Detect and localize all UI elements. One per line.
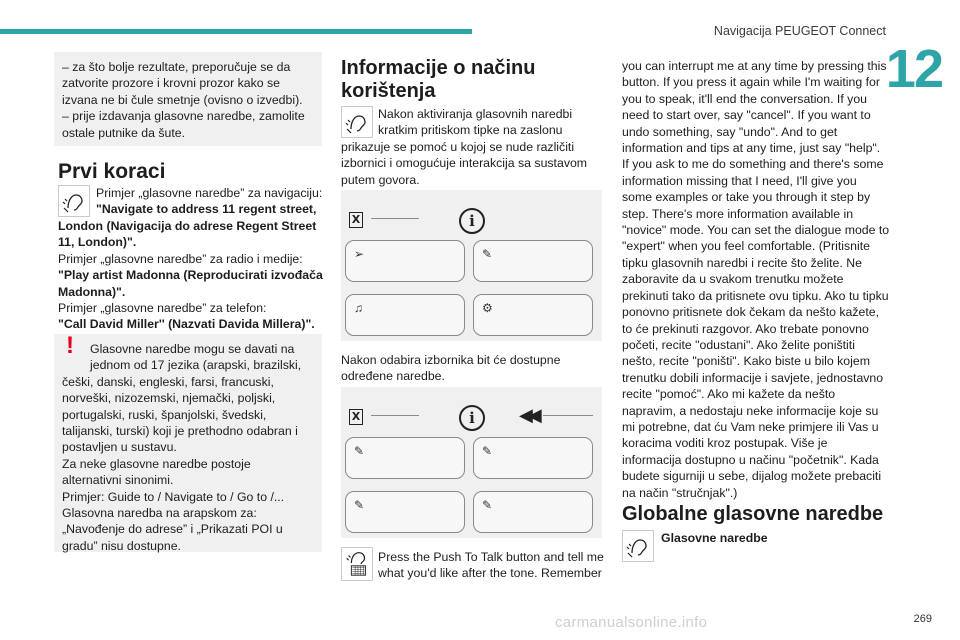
instruction-line: If you ask to me do something and there's some	[622, 157, 884, 172]
instruction-line: you can interrupt me at any time by pressing this	[622, 59, 887, 73]
push-to-talk-icon	[341, 547, 373, 581]
info-icon: i	[459, 405, 485, 431]
instruction-line: napravim, a nedostaju neke informacije koje su	[622, 403, 879, 418]
intro-line: prikazuje se pomoć u kojoj se nude različiti	[341, 140, 575, 154]
tile-edge	[371, 218, 419, 219]
intro-first-lines	[378, 106, 604, 139]
note-line: Glasovna naredba na arapskom za:	[62, 506, 257, 521]
voice-command-icon	[58, 185, 90, 217]
tips-line: – prije izdavanja glasovne naredbe, zamolite	[62, 109, 305, 124]
example-line: London (Navigacija do adrese Regent Street	[58, 219, 317, 233]
page-number: 269	[913, 613, 932, 625]
menu-tile-media	[345, 294, 465, 336]
tips-box	[54, 52, 322, 146]
note-line: Za neke glasovne naredbe postoje	[62, 456, 251, 471]
pencil-icon: ✎	[482, 247, 493, 261]
caption-line: Nakon odabira izbornika bit će dostupne	[341, 353, 561, 367]
warning-exclamation-icon: !	[66, 332, 74, 359]
caption-block	[341, 352, 606, 385]
example-line: Madonna)".	[58, 284, 126, 299]
intro-block	[341, 139, 606, 188]
instruction-line: undo something, say "undo". And to get	[622, 124, 838, 139]
navigation-arrow-icon: ➢	[354, 247, 365, 261]
instruction-line: information and tips at any time, just say "help".	[622, 141, 881, 156]
instruction-line: need to start over, say "cancel". If you want to	[622, 108, 871, 123]
example-line: "Play artist Madonna (Reproducirati izvođača	[58, 268, 323, 283]
tips-line: izvana ne bi čule smetnje (ovisno o izvedbi).	[62, 92, 303, 107]
menu-tile-navigation	[345, 240, 465, 282]
instruction-line: to će prekinuti razgovor. Ako trebate ponovno	[622, 321, 869, 336]
command-tile	[473, 437, 593, 479]
note-line: „Navođenje do adrese” i „Prikazati POI u	[62, 522, 283, 537]
instruction-line: budete sigurniji u sebe, dijalog možete prebaciti	[622, 469, 882, 484]
watermark: carmanualsonline.info	[555, 614, 708, 631]
instruction-line: some examples or take you through it step by	[622, 190, 871, 205]
intro-line: Nakon aktiviranja glasovnih naredbi	[378, 107, 573, 121]
pencil-icon: ✎	[482, 444, 493, 458]
instruction-line: na način "stručnjak".)	[622, 485, 738, 500]
command-tile	[345, 491, 465, 533]
music-note-icon: ♫	[354, 301, 363, 315]
note-line: Glasovne naredbe mogu se davati na	[90, 342, 295, 356]
back-icon: ◀◀	[519, 405, 537, 425]
instruction-line: "expert" when you feel comfortable. (Pritisnite	[622, 239, 870, 254]
header-accent-bar	[0, 29, 472, 34]
example-line: 11, London)".	[58, 235, 137, 250]
note-line: norveški, nizozemski, njemački, poljski,	[62, 391, 276, 406]
instruction-line: step. There's more information available in	[622, 206, 854, 221]
section-heading-informacije	[341, 57, 601, 103]
example-line: Primjer „glasovne naredbe” za telefon:	[58, 301, 267, 316]
instruction-line: tipku glasovnih naredbi i recite što želite. Ne	[622, 255, 862, 270]
intro-line: kratkim pritiskom tipke na zaslonu	[378, 123, 563, 138]
section-heading-globalne: Globalne glasovne naredbe	[622, 503, 884, 525]
instruction-line: button. If you press it again while I'm waiting for	[622, 75, 880, 90]
instructions-block	[622, 58, 890, 501]
instruction-line: početi, recite "odustani". Ako želite poništiti	[622, 337, 855, 352]
header-title: Navigacija PEUGEOT Connect	[713, 24, 886, 38]
examples-first-line-block	[96, 185, 326, 218]
heading-line: Informacije o načinu	[341, 57, 536, 79]
tips-line: ostale putnike da šute.	[62, 125, 186, 140]
pencil-icon: ✎	[354, 444, 365, 458]
example-line: Primjer „glasovne naredbe” za navigaciju:	[96, 186, 323, 200]
note-line: portugalski, ruski, španjolski, švedski,	[62, 407, 267, 422]
examples-block	[58, 218, 326, 333]
tips-line: zatvorite prozore i krovni prozor kako se	[62, 76, 281, 91]
instruction-line: ponovno pritisnete dok čekam da nešto kažete,	[622, 305, 880, 320]
intro-line: izbornici i omogućuje interakcija sa sustavom	[341, 156, 588, 171]
command-tile	[345, 437, 465, 479]
languages-note-box	[54, 334, 322, 552]
voice-menu-screen-illustration	[341, 190, 602, 341]
example-line: "Navigate to address 11 regent street,	[96, 202, 317, 217]
gear-icon: ⚙	[482, 301, 493, 315]
intro-line: putem govora.	[341, 172, 420, 187]
pencil-icon: ✎	[482, 498, 493, 512]
tile-edge	[371, 415, 419, 416]
info-icon: i	[459, 208, 485, 234]
instruction-line: mi potrebne, dat ću Vam neke primjere ili Vas u	[622, 419, 879, 434]
menu-tile-settings	[473, 294, 593, 336]
note-line: Primjer: Guide to / Navigate to / Go to /...	[62, 489, 285, 504]
instruction-line: information missing that I need, I'll give you	[622, 173, 857, 188]
note-line: alternativni sinonimi.	[62, 473, 174, 488]
command-tile	[473, 491, 593, 533]
close-icon: X	[349, 409, 363, 425]
tile-edge	[543, 415, 593, 416]
instruction-line: nešto, recite "poništi". Kako biste u bilo kojem	[622, 354, 870, 369]
instruction-line: prekinuti tako da pritisnete ovu tipku. Ako tu tipku	[622, 288, 889, 303]
tips-line: – za što bolje rezultate, preporučuje se da	[62, 60, 291, 74]
pencil-icon: ✎	[354, 498, 365, 512]
voice-command-icon	[341, 106, 373, 138]
note-line: talijanski, turski) koji je prethodno odabran i	[62, 424, 298, 439]
chapter-number: 12	[885, 39, 942, 99]
ptt-line: Press the Push To Talk button and tell me	[378, 550, 604, 564]
note-line: jednom od 17 jezika (arapski, brazilski,	[90, 358, 302, 373]
voice-command-icon	[622, 530, 654, 562]
note-line: gradu” nisu dostupne.	[62, 538, 181, 553]
sub-label: Glasovne naredbe	[661, 531, 768, 545]
example-line: "Call David Miller'' (Nazvati Davida Millera)".	[58, 317, 315, 332]
note-line: češki, danski, engleski, farsi, francuski,	[62, 374, 274, 389]
voice-commands-screen-illustration	[341, 387, 602, 538]
ptt-line: what you'd like after the tone. Remember	[378, 566, 602, 581]
instruction-line: koracima voditi kroz postupak. Više je	[622, 436, 828, 451]
ptt-block	[378, 549, 604, 582]
instruction-line: informacija dostupno u načinu "početnik". Kada	[622, 452, 879, 467]
instruction-line: zaboravite da u svakom trenutku možete	[622, 272, 844, 287]
instruction-line: trenutku dobili informacije i savjete, jednostavno	[622, 370, 884, 385]
example-line: Primjer „glasovne naredbe” za radio i medije:	[58, 251, 303, 266]
instruction-line: recite "pomoć". Ako mi kažete da nešto	[622, 387, 836, 402]
caption-line: određene naredbe.	[341, 369, 445, 384]
menu-tile	[473, 240, 593, 282]
instruction-line: "novice" mode. You can set the dialogue mode to	[622, 223, 890, 238]
close-icon: X	[349, 212, 363, 228]
instruction-line: you to speak, it'll end the conversation. If you	[622, 91, 868, 106]
heading-line: korištenja	[341, 80, 436, 102]
section-heading-prvi-koraci: Prvi koraci	[58, 160, 166, 183]
note-line: postavljen u sustavu.	[62, 440, 177, 455]
